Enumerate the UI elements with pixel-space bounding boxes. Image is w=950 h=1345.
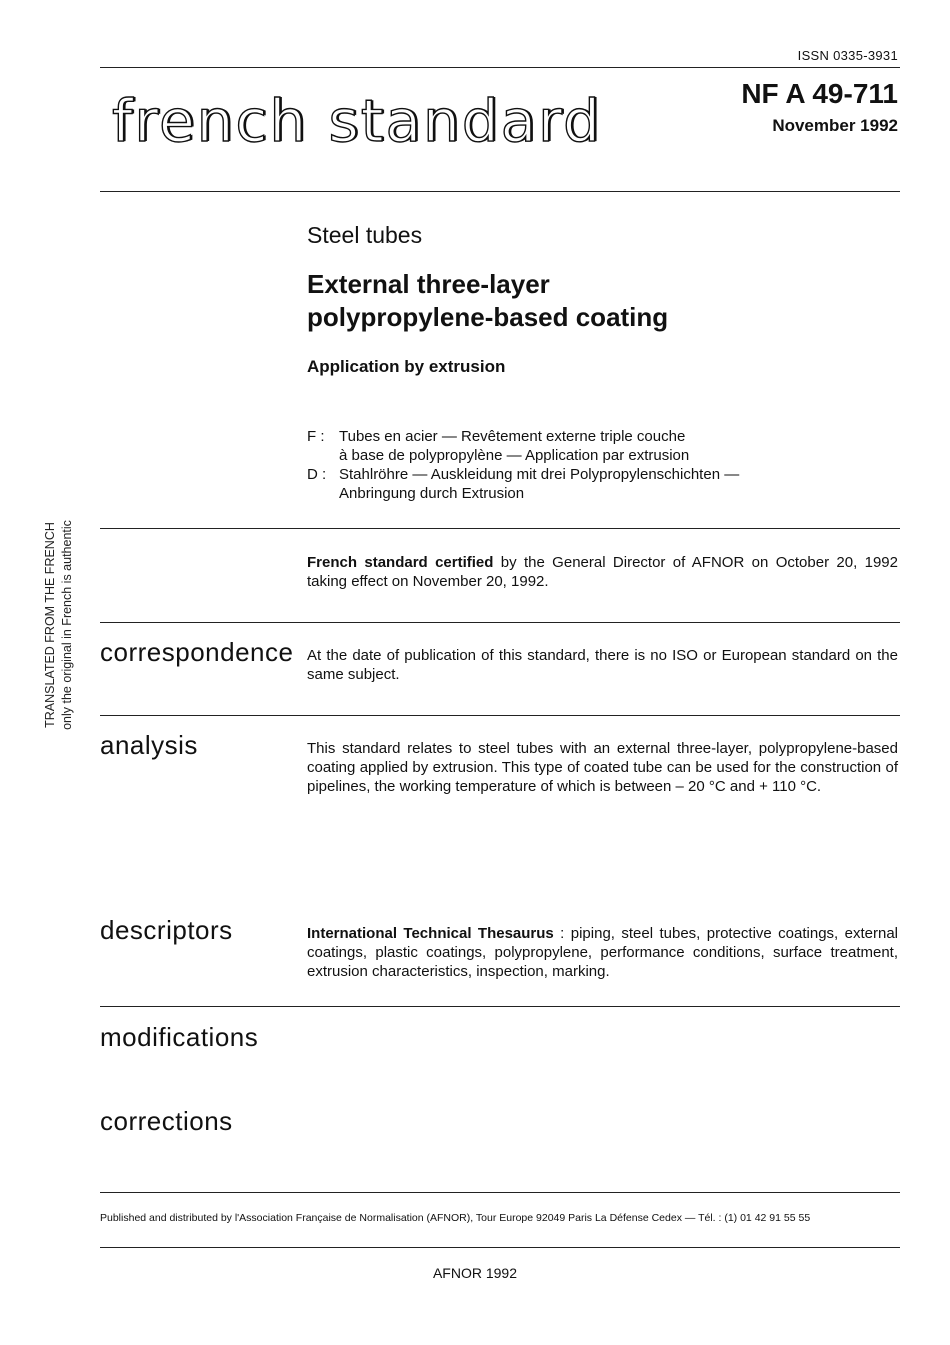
header-top-rule — [100, 67, 900, 68]
analysis-text: This standard relates to steel tubes with an external three-layer, polypropylene-based coating applied by extrusion. This type of coated tube can be used for the construction of pipelines, the working temperature of which is between – 20 °C and + 110 °C. — [307, 740, 898, 795]
section-heading-corrections: corrections — [100, 1106, 233, 1136]
certification-bold: French standard certified — [307, 554, 494, 571]
footer-top-rule — [100, 1192, 900, 1193]
translation-label: F : — [307, 428, 325, 445]
header-bottom-rule — [100, 191, 900, 192]
section-heading-correspondence: correspondence — [100, 637, 294, 667]
translation-text: Stahlröhre — Auskleidung mit drei Polypropylenschichten — Anbringung durch Extrusion — [339, 466, 740, 502]
section-rule — [100, 528, 900, 529]
standard-number: NF A 49-711 — [741, 78, 898, 109]
subject-heading: Steel tubes — [307, 222, 423, 248]
title-line-2: polypropylene-based coating — [307, 302, 669, 332]
brand-title: french standard — [112, 87, 602, 155]
descriptors-text: International Technical Thesaurus : piping, steel tubes, protective coatings, external coatings, plastic coatings, polypropylene, performance conditions, surface treatment, extrusion characteristics, inspection, marking. — [307, 925, 898, 980]
correspondence-text: At the date of publication of this standard, there is no ISO or European standard on the same subject. — [307, 647, 898, 683]
title-line-1: External three-layer — [307, 269, 550, 299]
publisher-line: Published and distributed by l'Association Française de Normalisation (AFNOR), Tour Europe 92049 Paris La Défense Cedex — Tél. : (1) 01 42 91 55 55 — [100, 1212, 811, 1224]
section-heading-descriptors: descriptors — [100, 915, 233, 945]
document-title — [307, 268, 867, 334]
section-rule — [100, 715, 900, 716]
footer-bottom-rule — [100, 1247, 900, 1248]
standard-date: November 1992 — [772, 116, 898, 135]
translation-label: D : — [307, 466, 327, 483]
translation-side-note: TRANSLATED FROM THE FRENCH only the original in French is authentic — [43, 520, 74, 730]
document-subtitle: Application by extrusion — [307, 357, 506, 376]
section-heading-analysis: analysis — [100, 730, 198, 760]
section-heading-modifications: modifications — [100, 1022, 259, 1052]
section-rule — [100, 622, 900, 623]
descriptors-bold: International Technical Thesaurus — [307, 925, 554, 942]
certification-text: French standard certified by the General Director of AFNOR on October 20, 1992 taking effect on November 20, 1992. — [307, 554, 898, 590]
copyright-line: AFNOR 1992 — [432, 1265, 518, 1281]
translation-text: Tubes en acier — Revêtement externe triple couche à base de polypropylène — Application par extrusion — [339, 428, 690, 464]
issn-number: ISSN 0335-3931 — [797, 48, 898, 63]
section-rule — [100, 1006, 900, 1007]
